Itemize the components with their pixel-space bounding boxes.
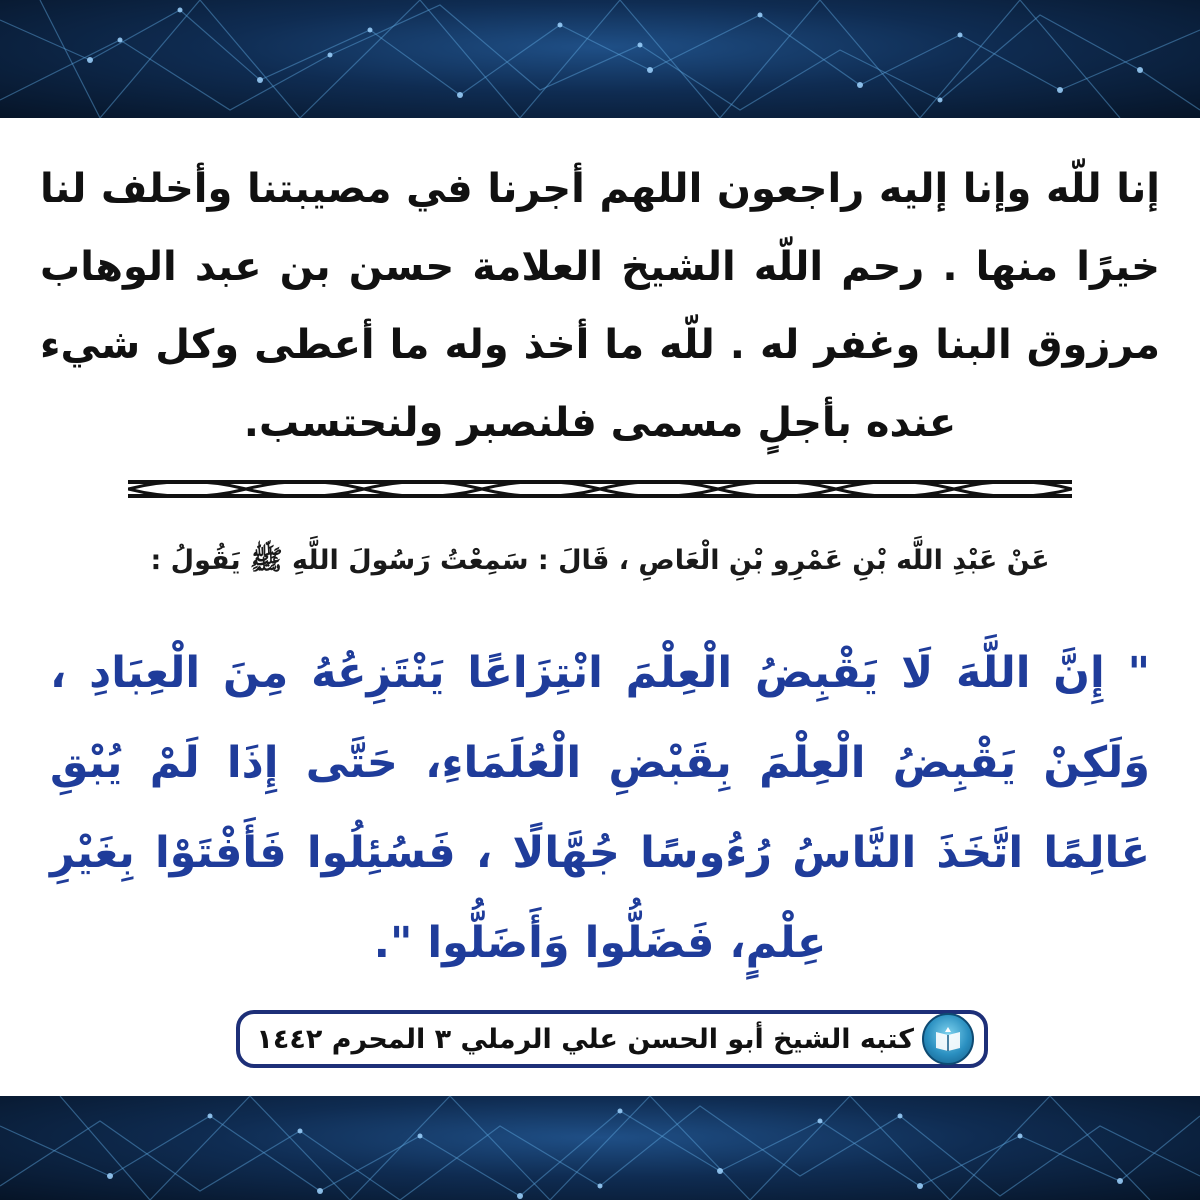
- network-pattern-top: [0, 0, 1200, 118]
- network-pattern-bottom: [0, 1096, 1200, 1200]
- author-credit-text: كتبه الشيخ أبو الحسن علي الرملي ٣ المحرم ١٤٤٢: [256, 1023, 914, 1055]
- institute-logo-icon: [922, 1013, 974, 1065]
- author-credit-badge: [236, 1010, 988, 1068]
- ornamental-divider: [128, 474, 1072, 504]
- bottom-decorative-band: [0, 1096, 1200, 1200]
- hadith-text: " إِنَّ اللَّهَ لَا يَقْبِضُ الْعِلْمَ انْتِزَاعًا يَنْتَزِعُهُ مِنَ الْعِبَادِ ، وَلَكِنْ يَقْبِضُ الْعِلْمَ بِقَبْضِ الْعُلَمَاءِ، حَتَّى إِذَا لَمْ يُبْقِ عَالِمًا اتَّخَذَ النَّاسُ رُءُوسًا جُهَّالًا ، فَسُئِلُوا فَأَفْتَوْا بِغَيْرِ عِلْمٍ، فَضَلُّوا وَأَضَلُّوا ".: [50, 648, 1150, 968]
- hadith-narration: عَنْ عَبْدِ اللَّه بْنِ عَمْرِو بْنِ الْعَاصِ ، قَالَ : سَمِعْتُ رَسُولَ اللَّهِ ﷺ يَقُولُ :: [150, 545, 1050, 576]
- book-icon: [933, 1024, 963, 1054]
- top-decorative-band: [0, 0, 1200, 118]
- condolence-text: إنا للّه وإنا إليه راجعون اللهم أجرنا في مصيبتنا وأخلف لنا خيرًا منها . رحم اللّه الشيخ العلامة حسن بن عبد الوهاب مرزوق البنا وغفر له . للّه ما أخذ وله ما أعطى وكل شيء عنده بأجلٍ مسمى فلنصبر ولنحتسب.: [40, 166, 1160, 446]
